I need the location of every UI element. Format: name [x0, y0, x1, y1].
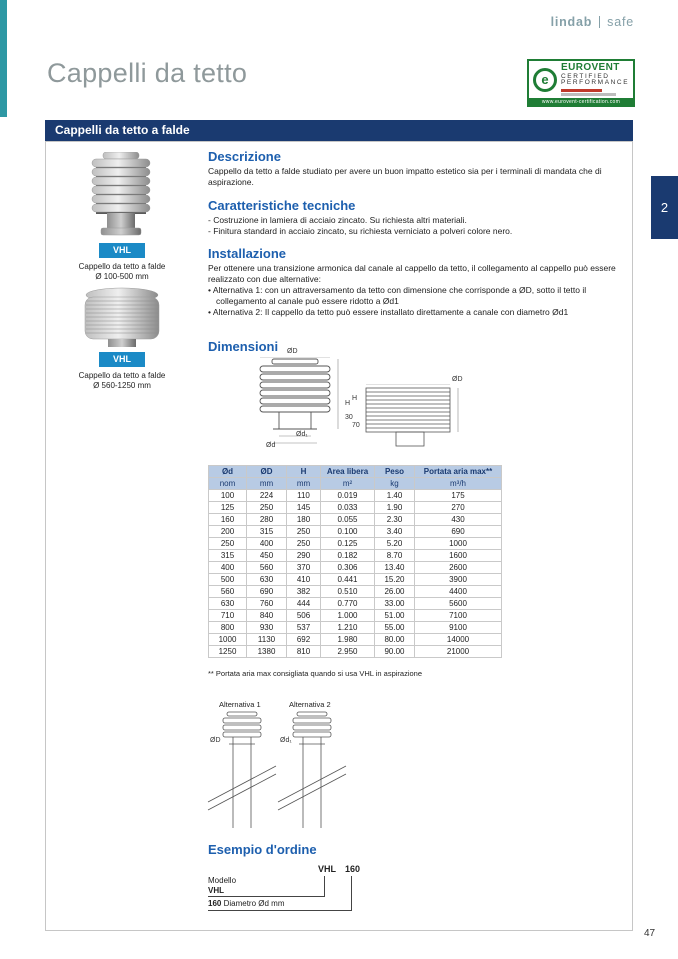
dimension-drawing-large [358, 384, 468, 450]
order-rule1 [208, 896, 325, 897]
order-size-bold: 160 [208, 899, 222, 908]
col-portata: Portata aria max** [415, 466, 502, 478]
alt2-drawing [276, 710, 348, 832]
table-row [209, 502, 502, 514]
cell-peso: 13.40 [375, 562, 415, 574]
cell-od: 710 [209, 610, 247, 622]
cell-od: 800 [209, 622, 247, 634]
cell-od: 1250 [209, 646, 247, 658]
unit-m2: m² [321, 478, 375, 490]
dim-label-od-outer: Ød [266, 442, 276, 449]
table-body [209, 490, 502, 658]
cell-oD: 400 [247, 538, 287, 550]
table-row [209, 550, 502, 562]
brand-safe: safe [607, 15, 634, 29]
cell-oD: 250 [247, 502, 287, 514]
brand-divider [599, 16, 600, 28]
cell-peso: 1.90 [375, 502, 415, 514]
product-caption-small [52, 262, 192, 283]
dim-label-h-right: H [345, 400, 351, 407]
product-caption-large-line1: Cappello da tetto a falde [78, 371, 166, 380]
order-code: VHL [318, 864, 336, 874]
cell-od: 630 [209, 598, 247, 610]
cell-portata: 14000 [415, 634, 502, 646]
col-area: Area libera [321, 466, 375, 478]
cell-h: 180 [287, 514, 321, 526]
cell-portata: 175 [415, 490, 502, 502]
cell-h: 145 [287, 502, 321, 514]
cell-area: 1.980 [321, 634, 375, 646]
cell-oD: 630 [247, 574, 287, 586]
cell-portata: 3900 [415, 574, 502, 586]
cell-h: 444 [287, 598, 321, 610]
table-row [209, 538, 502, 550]
cell-oD: 690 [247, 586, 287, 598]
cell-od: 125 [209, 502, 247, 514]
cell-oD: 1380 [247, 646, 287, 658]
cell-area: 0.182 [321, 550, 375, 562]
cell-od: 160 [209, 514, 247, 526]
cell-area: 0.510 [321, 586, 375, 598]
dim-label-h: H [352, 395, 358, 402]
dim-label-30: 30 [345, 414, 353, 421]
alt2-label: Alternativa 2 [289, 700, 331, 709]
brand-logo [551, 15, 634, 29]
table-row [209, 526, 502, 538]
cell-h: 382 [287, 586, 321, 598]
eurovent-line2: CERTIFIED [561, 72, 610, 80]
cell-h: 410 [287, 574, 321, 586]
cell-area: 0.100 [321, 526, 375, 538]
descrizione-body: Cappello da tetto a falde studiato per avere un buon impatto estetico sia per i terminali di mandata che di aspirazione. [208, 166, 602, 188]
cell-portata: 7100 [415, 610, 502, 622]
installazione-list [208, 285, 623, 319]
eurovent-microtext-red [561, 89, 602, 92]
table-row [209, 610, 502, 622]
installazione-item: • Alternativa 2: Il cappello da tetto può essere installato direttamente a canale con diametro Ød1 [208, 307, 569, 318]
unit-kg: kg [375, 478, 415, 490]
cell-peso: 90.00 [375, 646, 415, 658]
cell-od: 500 [209, 574, 247, 586]
cell-od: 315 [209, 550, 247, 562]
cell-oD: 224 [247, 490, 287, 502]
cell-peso: 55.00 [375, 622, 415, 634]
alt1-dim-label: ØD [210, 737, 221, 744]
table-row [209, 490, 502, 502]
cell-portata: 9100 [415, 622, 502, 634]
table-row [209, 514, 502, 526]
product-badge-vhl-large: VHL [99, 352, 145, 367]
cell-oD: 760 [247, 598, 287, 610]
eurovent-badge [527, 59, 635, 107]
table-row [209, 586, 502, 598]
eurovent-line3: PERFORMANCE [561, 79, 630, 87]
cell-oD: 315 [247, 526, 287, 538]
dim-label-od: ØD [287, 348, 298, 355]
cell-h: 537 [287, 622, 321, 634]
col-oD: ØD [247, 466, 287, 478]
heading-descrizione: Descrizione [208, 149, 281, 164]
product-caption-small-line1: Cappello da tetto a falde [78, 262, 166, 271]
cell-h: 370 [287, 562, 321, 574]
cell-peso: 8.70 [375, 550, 415, 562]
alt1-label: Alternativa 1 [219, 700, 261, 709]
cell-portata: 4400 [415, 586, 502, 598]
order-connector-line1 [324, 876, 325, 896]
cell-od: 100 [209, 490, 247, 502]
brand-corner-bar [0, 0, 7, 117]
cell-portata: 1000 [415, 538, 502, 550]
cell-portata: 1600 [415, 550, 502, 562]
cell-area: 0.306 [321, 562, 375, 574]
table-row [209, 562, 502, 574]
cell-oD: 1130 [247, 634, 287, 646]
cell-od: 400 [209, 562, 247, 574]
order-rule2 [208, 910, 352, 911]
col-od: Ød [209, 466, 247, 478]
cell-area: 1.000 [321, 610, 375, 622]
cell-area: 0.033 [321, 502, 375, 514]
cell-h: 692 [287, 634, 321, 646]
col-h: H [287, 466, 321, 478]
page-number: 47 [644, 928, 656, 939]
order-modello-value: VHL [208, 886, 224, 895]
page-title: Cappelli da tetto [47, 58, 248, 88]
cell-area: 0.770 [321, 598, 375, 610]
cell-oD: 930 [247, 622, 287, 634]
table-row [209, 574, 502, 586]
cell-area: 0.125 [321, 538, 375, 550]
heading-installazione: Installazione [208, 246, 287, 261]
chapter-tab: 2 [651, 176, 678, 239]
cell-h: 506 [287, 610, 321, 622]
cell-area: 0.055 [321, 514, 375, 526]
cell-h: 250 [287, 526, 321, 538]
eurovent-badge-top [529, 61, 633, 98]
alt1-drawing [206, 710, 278, 832]
eurovent-logo-icon: e [533, 68, 557, 92]
cell-od: 250 [209, 538, 247, 550]
cell-od: 560 [209, 586, 247, 598]
brand-lindab: lindab [550, 15, 593, 29]
cell-peso: 2.30 [375, 514, 415, 526]
product-photo-vhl-large [80, 287, 164, 347]
product-badge-vhl-small: VHL [99, 243, 145, 258]
cell-peso: 5.20 [375, 538, 415, 550]
cell-oD: 450 [247, 550, 287, 562]
cell-oD: 840 [247, 610, 287, 622]
table-row [209, 598, 502, 610]
cell-area: 0.441 [321, 574, 375, 586]
cell-area: 0.019 [321, 490, 375, 502]
eurovent-text [561, 63, 629, 96]
cell-area: 1.210 [321, 622, 375, 634]
cell-peso: 51.00 [375, 610, 415, 622]
heading-caratteristiche: Caratteristiche tecniche [208, 198, 356, 213]
table-header [209, 466, 502, 490]
unit-nom: nom [209, 478, 247, 490]
dim-label-od-right: ØD [452, 376, 463, 383]
cell-peso: 3.40 [375, 526, 415, 538]
unit-m3h: m³/h [415, 478, 502, 490]
cell-oD: 560 [247, 562, 287, 574]
cell-area: 2.950 [321, 646, 375, 658]
table-footnote: ** Portata aria max consigliata quando si usa VHL in aspirazione [208, 669, 423, 678]
caratteristiche-item: - Finitura standard in acciaio zincato, su richiesta verniciato a polveri colore nero. [208, 226, 513, 237]
order-size-text: Diametro Ød mm [221, 899, 285, 908]
installazione-intro: Per ottenere una transizione armonica dal canale al cappello da tetto, il collegamento al cappello può essere realizzato con due alternative: [208, 263, 616, 285]
dim-label-70: 70 [352, 422, 360, 429]
cell-portata: 5600 [415, 598, 502, 610]
cell-peso: 26.00 [375, 586, 415, 598]
eurovent-line1: EUROVENT [561, 62, 620, 73]
cell-peso: 80.00 [375, 634, 415, 646]
unit-mm2: mm [287, 478, 321, 490]
cell-od: 200 [209, 526, 247, 538]
caratteristiche-item: - Costruzione in lamiera di acciaio zincato. Su richiesta altri materiali. [208, 215, 467, 225]
cell-h: 810 [287, 646, 321, 658]
order-modello-label: Modello [208, 876, 237, 885]
cell-portata: 21000 [415, 646, 502, 658]
eurovent-footer-url: www.eurovent-certification.com [529, 98, 633, 107]
cell-portata: 430 [415, 514, 502, 526]
cell-peso: 15.20 [375, 574, 415, 586]
cell-od: 1000 [209, 634, 247, 646]
product-caption-large-range: Ø 560-1250 mm [93, 381, 151, 391]
alt2-dim-label: Ød₁ [280, 737, 292, 744]
heading-dimensioni: Dimensioni [208, 339, 279, 354]
product-photo-vhl-small [84, 152, 158, 238]
cell-peso: 1.40 [375, 490, 415, 502]
cell-portata: 270 [415, 502, 502, 514]
installazione-item: • Alternativa 1: con un attraversamento da tetto con dimensione che corrisponde a ØD, sotto il tetto il collegamento al canale può essere ridotto a Ød1 [208, 285, 587, 307]
product-caption-small-range: Ø 100-500 mm [95, 272, 149, 282]
order-connector-line2 [351, 876, 352, 910]
cell-h: 110 [287, 490, 321, 502]
table-row [209, 622, 502, 634]
heading-esempio: Esempio d'ordine [208, 842, 317, 857]
cell-portata: 690 [415, 526, 502, 538]
cell-h: 250 [287, 538, 321, 550]
cell-peso: 33.00 [375, 598, 415, 610]
col-peso: Peso [375, 466, 415, 478]
section-header: Cappelli da tetto a falde [45, 120, 633, 141]
table-row [209, 634, 502, 646]
caratteristiche-list [208, 215, 623, 237]
cell-oD: 280 [247, 514, 287, 526]
cell-portata: 2600 [415, 562, 502, 574]
order-size: 160 [345, 864, 361, 874]
unit-mm1: mm [247, 478, 287, 490]
product-caption-large [52, 371, 192, 392]
eurovent-microtext-gray [561, 93, 616, 96]
table-row [209, 646, 502, 658]
order-size-row [208, 899, 284, 908]
dim-label-od1: Ød₁ [296, 431, 308, 438]
specification-table [208, 465, 502, 658]
cell-h: 290 [287, 550, 321, 562]
